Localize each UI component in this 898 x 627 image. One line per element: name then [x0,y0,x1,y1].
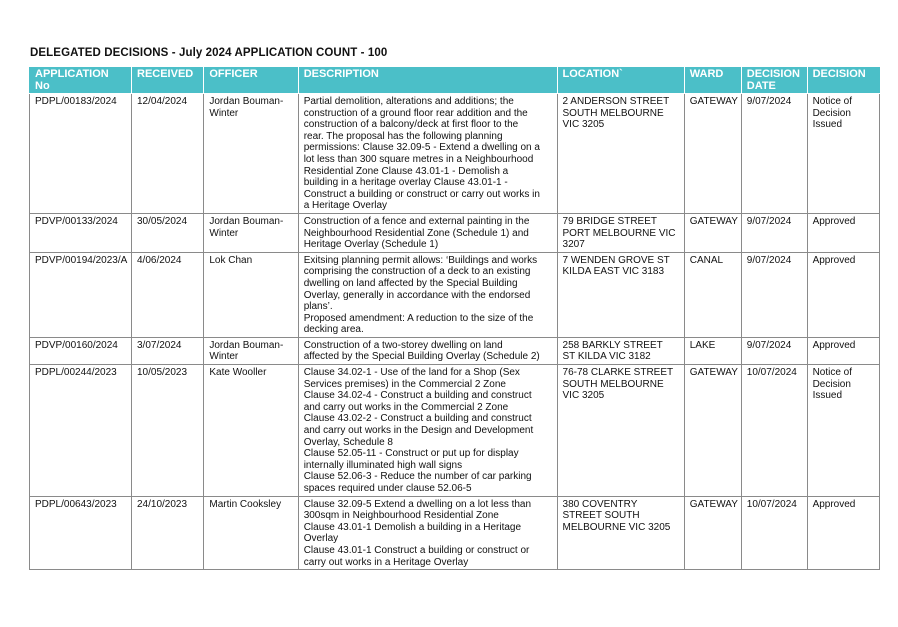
cell-line: Overlay, generally in accordance with the endorsed [303,289,531,301]
delegated-decisions-table [29,67,880,570]
cell-line: Construct a building or construct or carry out works in [303,188,540,200]
cell-line: Clause 43.01-1 Demolish a building in a Heritage [303,521,522,533]
cell-ward: CANAL [684,252,741,337]
cell-ward: GATEWAY [684,213,741,252]
cell-line: PORT MELBOURNE VIC [562,227,676,239]
cell-line: ST KILDA VIC 3182 [562,351,651,363]
cell-line: Jordan Bouman- [209,96,284,107]
cell-line: Partial demolition, alterations and additions; the [303,96,514,107]
cell-line: Winter [209,107,239,119]
cell-officer [204,337,298,364]
cell-line: Lok Chan [209,254,253,266]
cell-received: 12/04/2024 [132,94,204,214]
column-header-line: WARD [689,68,724,80]
cell-ward: GATEWAY [684,365,741,497]
cell-line: Notice of [812,367,853,379]
cell-line: dwelling on land affected by the Special Building [303,277,518,289]
cell-line: 258 BARKLY STREET [562,339,663,351]
column-header-application-no [30,67,132,94]
cell-line: Clause 34.02-4 - Construct a building and construct [303,390,532,402]
cell-line: Proposed amendment: A reduction to the size of the [303,312,534,324]
cell-line: construction of a ground floor rear addition and the [303,107,528,119]
cell-line: Approved [812,339,856,351]
column-header-line: No [35,80,50,92]
cell-line: Approved [812,498,856,510]
cell-line: Clause 34.02-1 - Use of the land for a Shop (Sex [303,367,520,379]
cell-decision [807,337,879,364]
cell-ward: GATEWAY [684,496,741,570]
cell-description [298,94,557,214]
cell-officer [204,252,298,337]
cell-line: SOUTH MELBOURNE [562,107,664,119]
cell-line: Overlay [303,533,339,545]
cell-line: rear. The proposal has the following planning [303,130,503,142]
cell-ward: LAKE [684,337,741,364]
cell-received: 30/05/2024 [132,213,204,252]
cell-line: 76-78 CLARKE STREET [562,367,674,379]
cell-line: Notice of [812,96,853,107]
cell-line: Services premises) in the Commercial 2 Zone [303,378,506,390]
cell-description [298,365,557,497]
cell-line: affected by the Special Building Overlay (Schedule 2) [303,351,540,363]
cell-line: Issued [812,119,843,131]
table-header-row [30,67,880,94]
column-header-received [132,67,204,94]
cell-line: Martin Cooksley [209,498,282,510]
cell-line: 79 BRIDGE STREET [562,215,657,227]
document-title: DELEGATED DECISIONS - July 2024 APPLICATION COUNT - 100 [30,47,388,59]
table-row [30,337,880,364]
cell-line: STREET SOUTH [562,510,640,522]
cell-application-no: PDPL/00244/2023 [30,365,132,497]
column-header-officer [204,67,298,94]
cell-line: Issued [812,390,843,402]
cell-line: SOUTH MELBOURNE [562,378,664,390]
cell-line: Clause 43.02-2 - Construct a building and construct [303,413,532,425]
cell-line: carry out works in a Heritage Overlay [303,556,469,568]
table-body [30,94,880,570]
cell-officer [204,365,298,497]
cell-line: 2 ANDERSON STREET [562,96,670,107]
cell-line: Jordan Bouman- [209,339,284,351]
cell-officer [204,213,298,252]
table-row [30,365,880,497]
cell-line: Heritage Overlay (Schedule 1) [303,239,439,251]
cell-ward: GATEWAY [684,94,741,214]
cell-description [298,252,557,337]
cell-line: MELBOURNE VIC 3205 [562,521,671,533]
cell-line: and carry out works in the Design and Development [303,425,534,437]
column-header-line: DESCRIPTION [303,68,379,80]
cell-line: Construction of a two-storey dwelling on land [303,339,503,351]
cell-line: Clause 52.05-11 - Construct or put up for display [303,448,519,460]
cell-line: comprising the construction of a deck to an existing [303,266,531,278]
cell-line: a Heritage Overlay [303,200,388,212]
cell-line: 7 WENDEN GROVE ST [562,254,670,266]
column-header-line: OFFICER [209,68,258,80]
cell-line: 380 COVENTRY [562,498,638,510]
column-header-line: RECEIVED [137,68,194,80]
table-row [30,94,880,214]
column-header-description [298,67,557,94]
cell-line: Decision [812,378,851,390]
cell-description [298,337,557,364]
cell-location [557,365,684,497]
cell-line: Approved [812,254,856,266]
cell-line: Residential Zone Clause 43.01-1 - Demolish a [303,165,509,177]
table-row [30,213,880,252]
cell-application-no: PDPL/00643/2023 [30,496,132,570]
cell-decision-date: 10/07/2024 [741,496,807,570]
cell-line: Approved [812,215,856,227]
cell-line: and carry out works in the Commercial 2 Zone [303,401,509,413]
table-row [30,496,880,570]
cell-officer [204,94,298,214]
cell-line: internally illuminated high wall signs [303,459,463,471]
cell-line: Clause 43.01-1 Construct a building or construct or [303,544,530,556]
cell-location [557,94,684,214]
cell-line: Construction of a fence and external painting in the [303,215,530,227]
column-header-line: APPLICATION [35,68,109,80]
column-header-line: LOCATION` [562,68,623,80]
cell-location [557,337,684,364]
cell-line: Clause 32.09-5 Extend a dwelling on a lot less than [303,498,532,510]
cell-line: VIC 3205 [562,119,605,131]
cell-line: Clause 52.06-3 - Reduce the number of car parking [303,471,532,483]
cell-line: Jordan Bouman- [209,215,284,227]
cell-line: KILDA EAST VIC 3183 [562,266,665,278]
column-header-decision-date [741,67,807,94]
cell-line: Kate Wooller [209,367,267,379]
cell-received: 10/05/2023 [132,365,204,497]
cell-application-no: PDVP/00133/2024 [30,213,132,252]
cell-received: 3/07/2024 [132,337,204,364]
cell-line: lot less than 300 square metres in a Neighbourhood [303,153,534,165]
cell-decision [807,213,879,252]
cell-application-no: PDVP/00194/2023/A [30,252,132,337]
cell-decision [807,94,879,214]
column-header-ward [684,67,741,94]
cell-line: permissions: Clause 32.09-5 - Extend a dwelling on a [303,142,540,154]
cell-line: Neighbourhood Residential Zone (Schedule 1) and [303,227,529,239]
cell-decision-date: 10/07/2024 [741,365,807,497]
cell-decision-date: 9/07/2024 [741,252,807,337]
cell-decision-date: 9/07/2024 [741,213,807,252]
cell-line: Winter [209,227,239,239]
cell-line: Decision [812,107,851,119]
cell-application-no: PDVP/00160/2024 [30,337,132,364]
cell-line: 3207 [562,239,585,251]
column-header-decision [807,67,879,94]
cell-officer [204,496,298,570]
cell-line: Exitsing planning permit allows: ‘Buildings and works [303,254,538,266]
cell-decision [807,252,879,337]
cell-received: 24/10/2023 [132,496,204,570]
cell-location [557,496,684,570]
cell-received: 4/06/2024 [132,252,204,337]
cell-line: Winter [209,351,239,363]
cell-line: building in a heritage overlay Clause 43.01-1 - [303,177,508,189]
cell-line: spaces required under clause 52.06-5 [303,483,472,494]
column-header-line: DECISION [812,68,866,80]
cell-decision-date: 9/07/2024 [741,337,807,364]
cell-decision [807,496,879,570]
cell-line: plans’. [303,301,333,313]
cell-line: 300sqm in Neighbourhood Residential Zone [303,510,499,522]
cell-location [557,213,684,252]
cell-application-no: PDPL/00183/2024 [30,94,132,214]
column-header-line: DECISION [746,68,800,80]
cell-line: decking area. [303,324,364,336]
column-header-line: DATE [746,80,776,92]
cell-line: construction of a balcony/deck at first floor to the [303,119,519,131]
cell-line: VIC 3205 [562,390,605,402]
cell-description [298,213,557,252]
cell-line: Overlay, Schedule 8 [303,436,393,448]
column-header-location [557,67,684,94]
cell-location [557,252,684,337]
cell-description [298,496,557,570]
cell-decision [807,365,879,497]
table-row [30,252,880,337]
cell-decision-date: 9/07/2024 [741,94,807,214]
